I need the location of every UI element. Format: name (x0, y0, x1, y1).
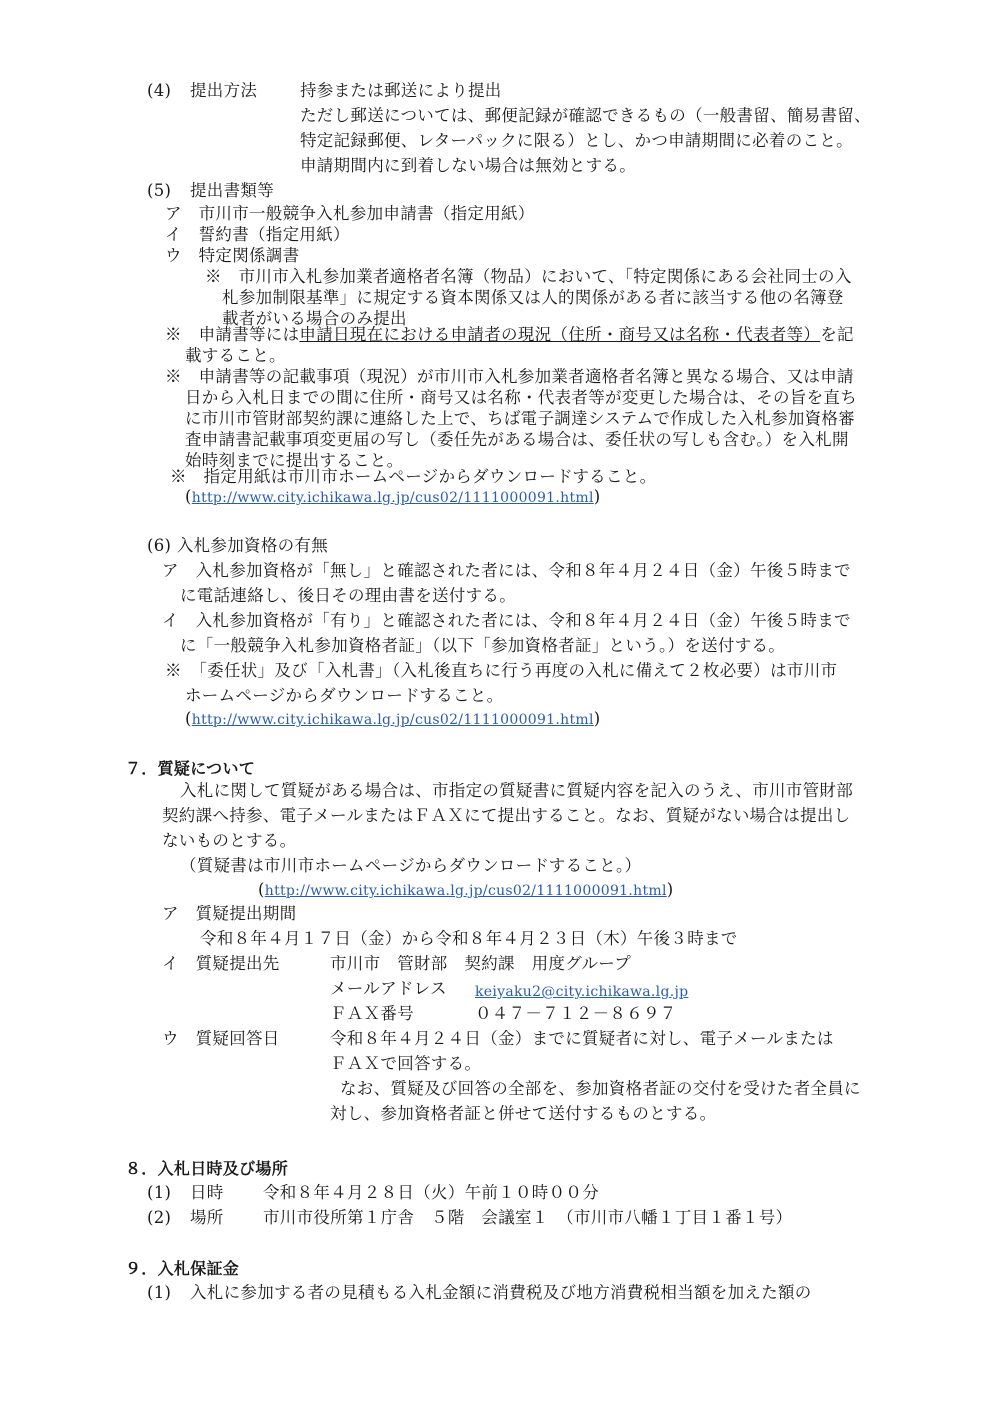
s8-label2: 場所 (190, 1208, 224, 1227)
s5-note1-pre: ※ 申請書等には (165, 325, 300, 344)
s7-u-line3: なお、質疑及び回答の全部を、参加資格者証の交付を受けた者全員に (340, 1079, 861, 1098)
s6-a-line1: ア 入札参加資格が「無し」と確認された者には、令和８年４月２４日（金）午後５時まで (162, 561, 851, 580)
s7-a-value: 令和８年４月１７日（金）から令和８年４月２３日（木）午後３時まで (200, 929, 738, 948)
s5-note2-line2: 日から入札日までの間に住所・商号又は名称・代表者等が変更した場合は、その旨を直ち (185, 388, 857, 407)
s6-title: (6) 入札参加資格の有無 (147, 536, 329, 555)
s5-note1-line2: 載すること。 (185, 346, 286, 365)
s6-i-line1: イ 入札参加資格が「有り」と確認された者には、令和８年４月２４日（金）午後５時まで (162, 611, 851, 630)
s5-download-link[interactable]: http://www.city.ichikawa.lg.jp/cus02/1111000091.html (191, 490, 594, 506)
s7-para-line1: 入札に関して質疑がある場合は、市指定の質疑書に質疑内容を記入のうえ、市川市管財部 (180, 781, 853, 800)
s4-line2: ただし郵送については、郵便記録が確認できるもの（一般書留、簡易書留、 (300, 106, 871, 125)
s4-line3: 特定記録郵便、レターパックに限る）とし、かつ申請期間に必着のこと。 (300, 131, 853, 150)
s5-u-note-line2: 札参加制限基準」に規定する資本関係又は人的関係がある者に該当する他の名簿登 (222, 288, 844, 307)
s5-note1-line1 (165, 324, 854, 346)
s6-note-line1: ※ 「委任状」及び「入札書」（入札後直ちに行う再度の入札に備えて２枚必要）は市川市 (165, 661, 838, 680)
s6-i-line2: に「一般競争入札参加資格者証」（以下「参加資格者証」という。）を送付する。 (180, 636, 786, 655)
s8-label1: 日時 (190, 1183, 224, 1202)
s5-u-note-line3: 載者がいる場合のみ提出 (222, 309, 407, 328)
s8-value1: 令和８年４月２８日（火）午前１０時００分 (263, 1183, 599, 1202)
s5-item-i: イ 誓約書（指定用紙） (165, 225, 350, 244)
s7-url-line: (http://www.city.ichikawa.lg.jp/cus02/1111000091.html) (258, 880, 674, 899)
s7-u-line2: ＦＡＸで回答する。 (330, 1054, 482, 1073)
s5-label: 提出書類等 (190, 181, 274, 200)
s4-line1: 持参または郵送により提出 (300, 81, 502, 100)
s5-note2-line1: ※ 申請書等の記載事項（現況）が市川市入札参加業者適格者名簿と異なる場合、又は申請 (165, 367, 854, 386)
s7-u-label: ウ 質疑回答日 (162, 1029, 280, 1048)
s7-para-line3: ないものとする。 (162, 831, 297, 850)
s7-i-value: 市川市 管財部 契約課 用度グループ (330, 954, 632, 973)
s4-line4: 申請期間内に到着しない場合は無効とする。 (300, 156, 636, 175)
s5-note1-post: を記 (820, 325, 854, 344)
s6-download-link[interactable]: http://www.city.ichikawa.lg.jp/cus02/1111000091.html (191, 712, 594, 728)
s8-heading: ８．入札日時及び場所 (125, 1159, 289, 1178)
s7-heading: ７．質疑について (125, 759, 256, 778)
s4-num: (4) (147, 81, 172, 100)
s8-value2: 市川市役所第１庁舎 ５階 会議室１ （市川市八幡１丁目１番１号） (263, 1208, 793, 1227)
s5-note2-line4: 査申請書記載事項変更届の写し（委任先がある場合は、委任状の写しも含む。）を入札開 (185, 430, 849, 449)
s5-item-a: ア 市川市一般競争入札参加申請書（指定用紙） (165, 204, 535, 223)
s9-heading: ９．入札保証金 (125, 1259, 240, 1278)
s7-download-link[interactable]: http://www.city.ichikawa.lg.jp/cus02/1111000091.html (264, 883, 667, 899)
s5-note2-line3: に市川市管財部契約課に連絡した上で、ちば電子調達システムで作成した入札参加資格審 (185, 409, 856, 428)
s6-note-line2: ホームページからダウンロードすること。 (185, 686, 504, 705)
s7-a-label: ア 質疑提出期間 (162, 904, 297, 923)
s5-note1-underlined: 申請日現在における申請者の現況（住所・商号又は名称・代表者等） (299, 325, 821, 344)
s9-num1: (1) (147, 1283, 172, 1302)
s5-url-line: (http://www.city.ichikawa.lg.jp/cus02/1111000091.html) (185, 487, 601, 506)
s7-u-line4: 対し、参加資格者証と併せて送付するものとする。 (330, 1104, 717, 1123)
s7-fax-label: ＦＡＸ番号 (330, 1004, 414, 1023)
s7-para-line4: （質疑書は市川市ホームページからダウンロードすること。） (180, 856, 642, 875)
s6-url-line: (http://www.city.ichikawa.lg.jp/cus02/1111000091.html) (185, 709, 601, 728)
s7-mail-label: メールアドレス (330, 979, 447, 998)
s5-note3: ※ 指定用紙は市川市ホームページからダウンロードすること。 (170, 467, 657, 486)
s7-u-line1: 令和８年４月２４日（金）までに質疑者に対し、電子メールまたは (330, 1029, 834, 1048)
s7-para-line2: 契約課へ持参、電子メールまたはＦＡＸにて提出すること。なお、質疑がない場合は提出し (162, 806, 851, 825)
s5-u-note-line1: ※ 市川市入札参加業者適格者名簿（物品）において、「特定関係にある会社同士の入 (205, 267, 852, 286)
s7-mail-link[interactable]: keiyaku2@city.ichikawa.lg.jp (475, 984, 689, 1000)
s7-i-label: イ 質疑提出先 (162, 954, 280, 973)
s9-line1: 入札に参加する者の見積もる入札金額に消費税及び地方消費税相当額を加えた額の (190, 1283, 812, 1302)
s5-item-u: ウ 特定関係調書 (165, 246, 300, 265)
s4-label: 提出方法 (190, 81, 258, 100)
s7-fax-number: ０４７－７１２－８６９７ (475, 1004, 677, 1023)
s5-num: (5) (147, 181, 172, 200)
s5-note2-line5: 始時刻までに提出すること。 (185, 451, 404, 470)
s8-num1: (1) (147, 1183, 172, 1202)
s6-a-line2: に電話連絡し、後日その理由書を送付する。 (180, 586, 516, 605)
s8-num2: (2) (147, 1208, 172, 1227)
